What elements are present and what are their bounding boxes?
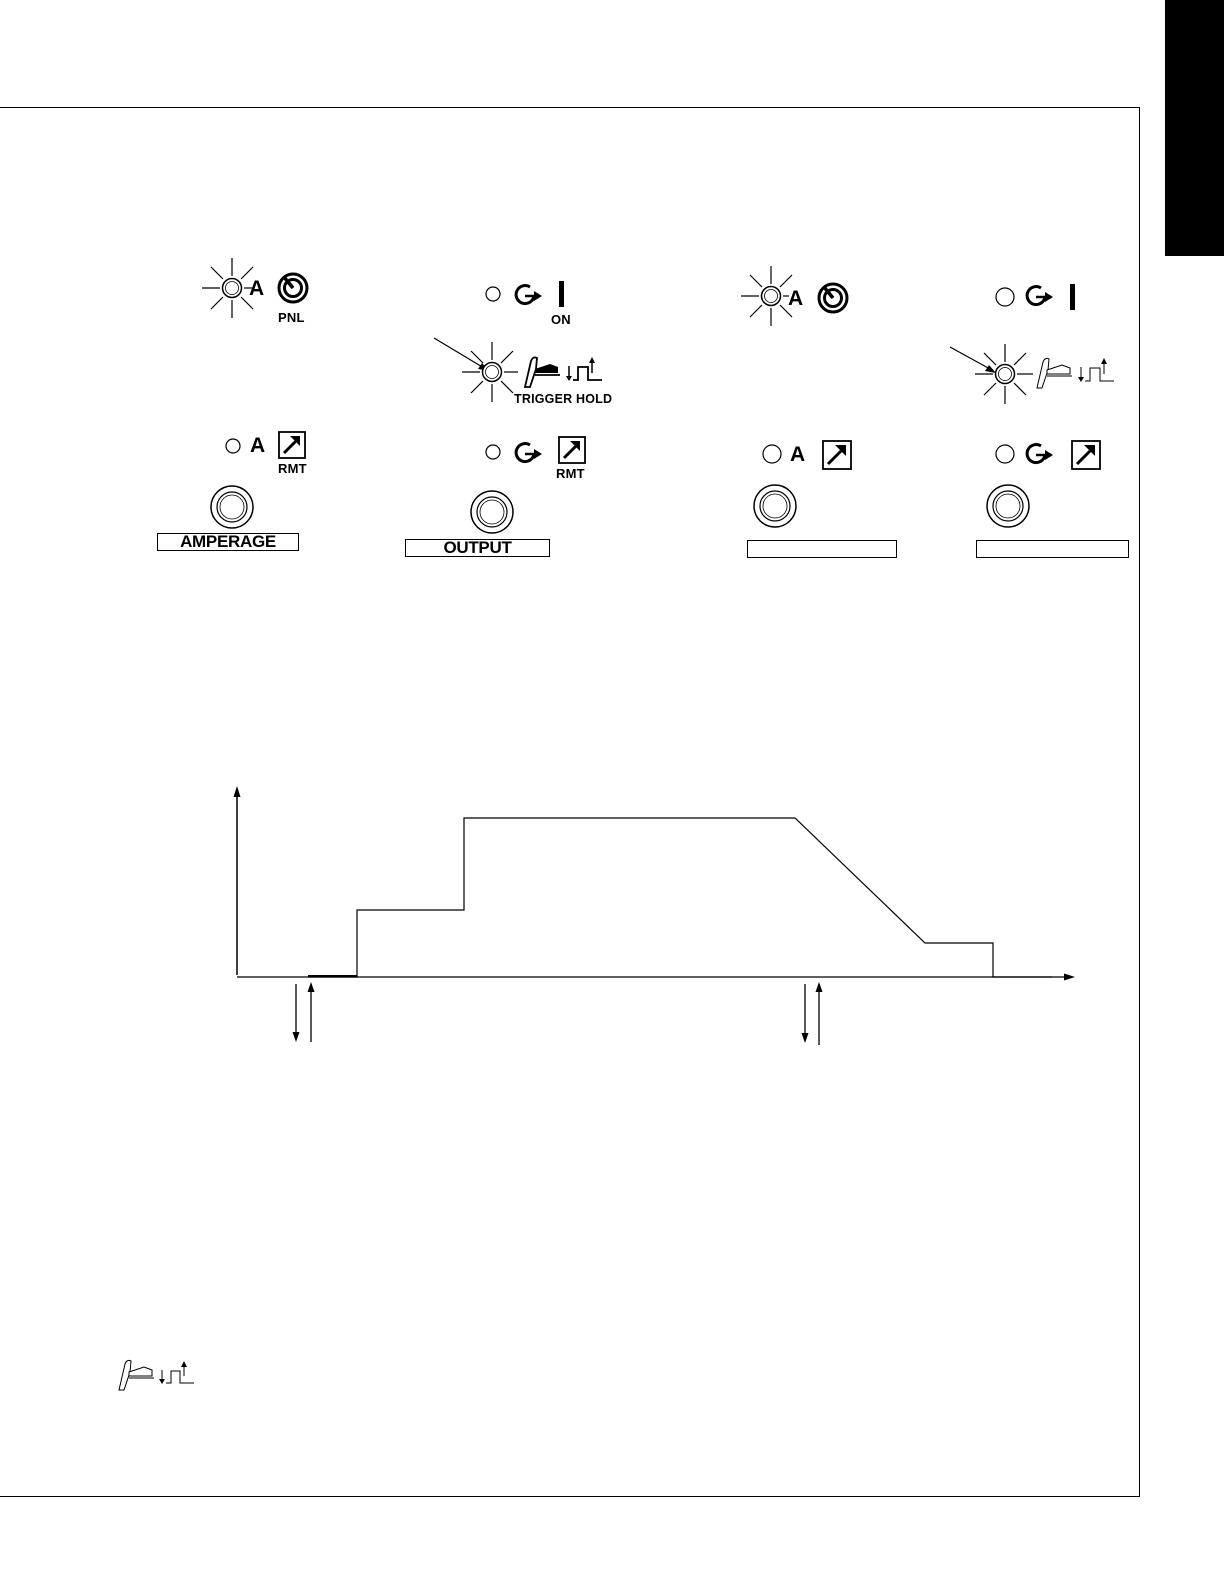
output-remote-led <box>485 444 501 460</box>
remote-arrow-icon-alt <box>822 440 852 470</box>
output-remote-led-alt <box>995 444 1015 464</box>
torch-trigger-icon-alt <box>1034 356 1116 390</box>
on-bar-icon-alt <box>1069 284 1077 310</box>
output-symbol-icon <box>513 282 549 310</box>
output-remote-label: RMT <box>556 466 585 481</box>
remote-led <box>225 438 241 454</box>
amperage-button-label-alt <box>747 540 897 558</box>
panel-knob-icon-alt <box>816 281 850 315</box>
output-button-label: OUTPUT <box>405 539 550 557</box>
output-button-alt[interactable] <box>985 483 1031 529</box>
amperage-button[interactable] <box>209 484 255 530</box>
remote-label: RMT <box>278 461 307 476</box>
amperage-button-alt[interactable] <box>752 483 798 529</box>
torch-trigger-icon <box>522 355 604 389</box>
on-bar-icon <box>558 281 566 307</box>
output-remote-arrow-icon-alt <box>1071 440 1101 470</box>
output-button[interactable] <box>469 489 515 535</box>
torch-trigger-footnote-icon <box>116 1358 198 1392</box>
remote-arrow-icon <box>278 431 306 459</box>
panel-label: PNL <box>278 310 305 325</box>
output-remote-arrow-icon <box>558 436 586 464</box>
amperage-symbol-remote-alt: A <box>790 443 806 466</box>
trigger-hold-led-lit-alt <box>975 344 1035 404</box>
trigger-hold-label: TRIGGER HOLD <box>514 392 613 406</box>
amperage-button-label: AMPERAGE <box>157 533 299 551</box>
trigger-hold-led-lit <box>462 342 522 402</box>
output-remote-symbol-icon <box>513 440 549 468</box>
amperage-symbol-alt: A <box>788 287 804 310</box>
panel-knob-icon <box>276 271 310 305</box>
amperage-symbol: A <box>249 277 265 300</box>
on-label: ON <box>551 312 571 327</box>
output-symbol-icon-alt <box>1024 283 1060 311</box>
remote-led-alt <box>762 444 782 464</box>
amperage-symbol-remote: A <box>250 434 266 457</box>
section-tab <box>1165 0 1224 256</box>
output-button-label-alt <box>976 540 1129 558</box>
output-remote-symbol-icon-alt <box>1024 441 1060 469</box>
output-on-led-alt <box>995 287 1015 307</box>
output-on-led <box>485 286 501 302</box>
